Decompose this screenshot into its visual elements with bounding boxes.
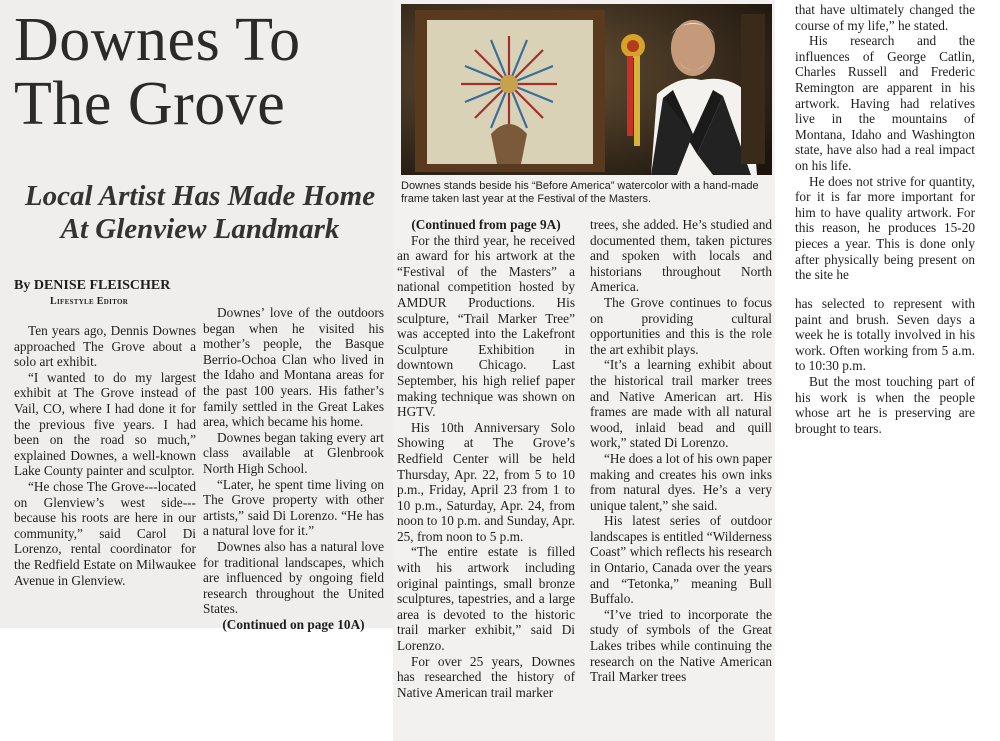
paragraph: has selected to represent with paint and brush. Seven days a week he is totally involved in his work. Often working from 5 a.m. to 10:30 p.m.: [795, 296, 975, 374]
paragraph: “He does a lot of his own paper making and creates his own inks from natural dyes. He’s a very unique talent,” she said.: [590, 450, 773, 513]
paragraph: For the third year, he received an award for his artwork at the “Festival of the Masters” a national competition hosted by AMDUR Productions. His sculpture, “Trail Marker Tree” was accepted into the Lakefront Sculpture Exhibition in downtown Chicago. Last September, his high relief paper making technique was shown on HGTV.: [397, 232, 575, 420]
artist-photo: [401, 4, 772, 175]
paragraph: Downes began taking every art class available at Glenbrook North High School.: [203, 429, 384, 476]
paragraph: “He chose The Grove---located on Glenview’s west side---because his roots are here in our community,” said Carol Di Lorenzo, rental coordinator for the Redfield Estate on Milwaukee Avenue in Glenview.: [14, 478, 196, 588]
deck-subtitle: Local Artist Has Made Home At Glenview Landmark: [24, 180, 376, 245]
paragraph: His research and the influences of George Catlin, Charles Russell and Frederic Remington are apparent in his artwork. Having had relatives live in the mountains of Montana, Idaho and Washington state, have also had a real impact on his life.: [795, 33, 975, 173]
paragraph: He does not strive for quantity, for it is far more important for him to have quality artwork. For this reason, he produces 15-20 pieces a year. This is done only after physically being present on the site he: [795, 173, 975, 283]
continued-on-label: (Continued on page 10A): [222, 616, 365, 632]
article-column-5-top: [795, 2, 975, 283]
paragraph: His latest series of outdoor landscapes is entitled “Wilderness Coast” which reflects his research in Ontario, Canada over the years and “Tetonka,” meaning Bull Buffalo.: [590, 513, 772, 607]
paragraph: trees, she added. He’s studied and documented them, taken pictures and spoken with locals and historians throughout North America.: [590, 217, 772, 295]
article-column-4: [590, 217, 772, 685]
paragraph: “I wanted to do my largest exhibit at The Grove instead of Vail, CO, where I had done it for the previous five years. I had been on the road so much,” explained Downes, a well-known Lake County painter and sculptor.: [14, 369, 196, 479]
paragraph: “The entire estate is filled with his artwork including original paintings, small bronze sculptures, tapestries, and a large area is devoted to the historic trail marker exhibit,” said Di Lorenzo.: [397, 544, 575, 654]
paragraph: “It’s a learning exhibit about the historical trail marker trees and Native American art. His frames are made with all natural wood, inlaid bead and quill work,” stated Di Lorenzo.: [590, 357, 772, 451]
article-column-2: [203, 305, 384, 632]
continued-from-label: (Continued from page 9A): [411, 217, 561, 232]
byline: By DENISE FLEISCHER: [14, 278, 171, 293]
paragraph: Downes’ love of the outdoors began when he visited his mother’s people, the Basque Berrio-Ochoa Clan who lived in the Idaho and Montana areas for the past 100 years. His father’s family settled in the Great Lakes area, which became his home.: [203, 305, 384, 430]
article-column-3: [397, 217, 575, 700]
byline-role: Lifestyle Editor: [50, 296, 129, 307]
paragraph: that have ultimately changed the course of my life,” he stated.: [795, 2, 975, 33]
paragraph: “Later, he spent time living on The Grove property with other artists,” said Di Lorenzo. “He has a natural love for it.”: [203, 476, 384, 539]
paragraph: But the most touching part of his work is when the people whose art he is preserving are brought to tears.: [795, 373, 975, 436]
paragraph: “I’ve tried to incorporate the study of symbols of the Great Lakes tribes while continuing the research on the Native American Trail Marker trees: [590, 606, 772, 685]
article-column-5-bottom: [795, 296, 975, 436]
paragraph: Downes also has a natural love for traditional landscapes, which are influenced by ongoing field research throughout the United States.: [203, 538, 384, 617]
paragraph: Ten years ago, Dennis Downes approached The Grove about a solo art exhibit.: [14, 323, 196, 370]
headline: Downes To The Grove: [14, 6, 301, 138]
paragraph: His 10th Anniversary Solo Showing at The Grove’s Redfield Center will be held Thursday, Apr. 22, from 5 to 10 p.m., Friday, April 23 from 1 to 10 p.m., Saturday, Apr. 24, from noon to 10 p.m. and Sunday, Apr. 25, from noon to 5 p.m.: [397, 419, 575, 544]
article-column-1: [14, 323, 196, 588]
photo-caption: Downes stands beside his “Before America” watercolor with a hand-made frame taken last year at the Festival of the Masters.: [401, 180, 759, 205]
artist-portrait-photo-icon: [401, 4, 772, 175]
paragraph: For over 25 years, Downes has researched the history of Native American trail marker: [397, 653, 575, 700]
artist-face: [671, 20, 715, 76]
paragraph: The Grove continues to focus on providing cultural opportunities and this is the role the art exhibit plays.: [590, 294, 772, 357]
